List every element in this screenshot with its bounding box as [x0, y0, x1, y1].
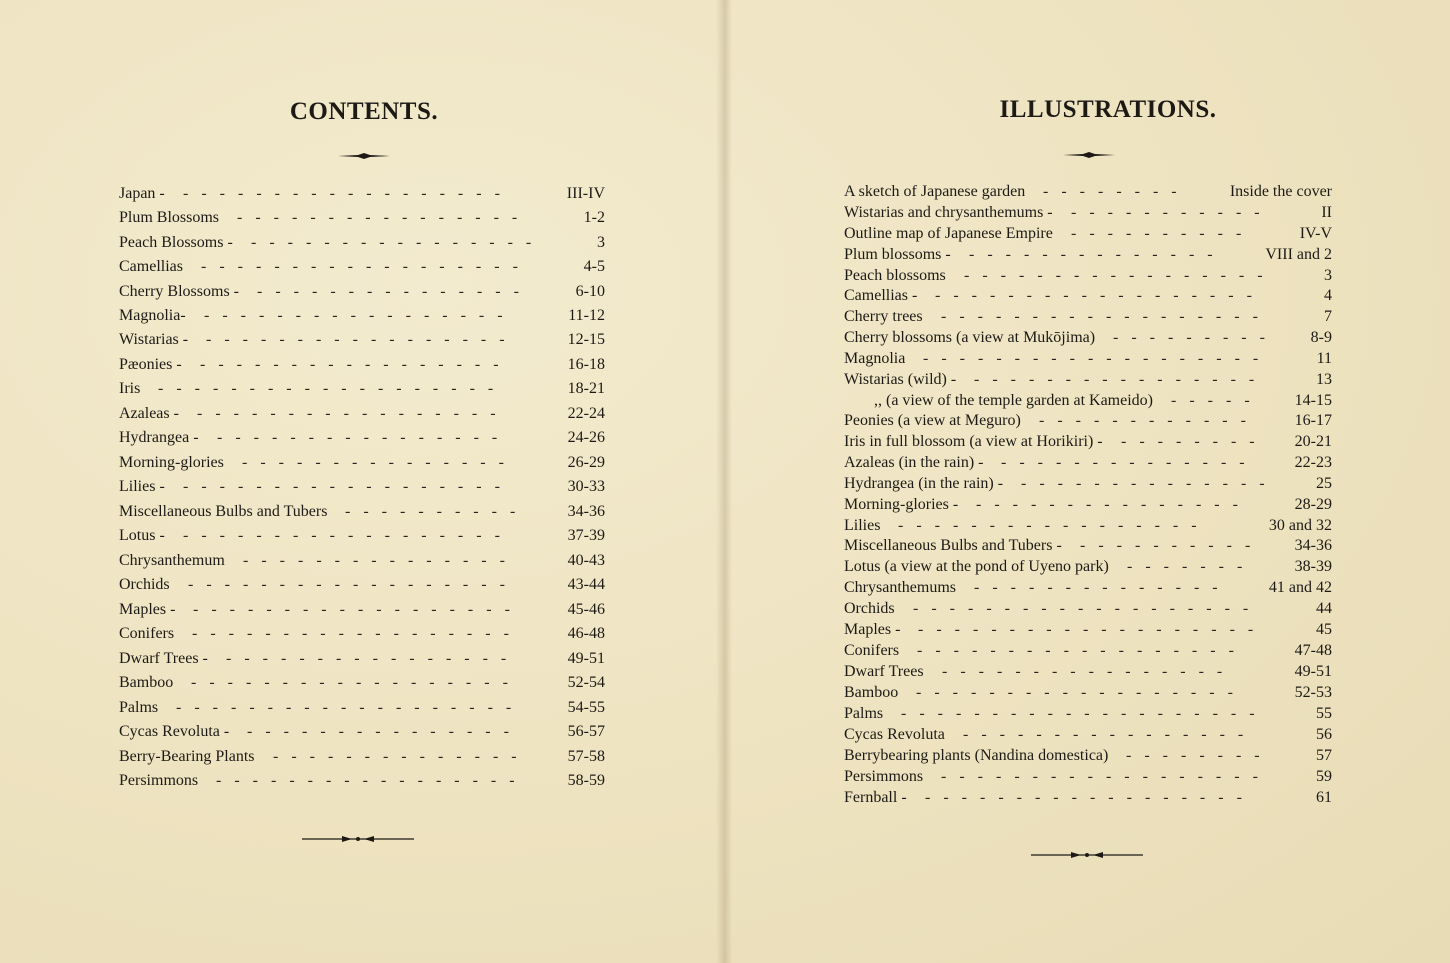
entry-pages: 12-15 — [567, 331, 605, 348]
entry-pages: 20-21 — [1294, 433, 1332, 450]
leader-dashes: ------------------ — [941, 768, 1271, 785]
entry-label: Persimmons — [119, 772, 199, 789]
entry-label: Plum blossoms - — [844, 246, 951, 263]
entry-pages: 22-23 — [1294, 454, 1332, 471]
entry-pages: 18-21 — [567, 380, 605, 397]
entry-label: Lilies — [844, 517, 881, 534]
leader-dashes: ----------- — [1071, 204, 1273, 221]
entry-label: Iris in full blossom (a view at Horikiri) - — [844, 433, 1103, 450]
entry-pages: 45 — [1316, 621, 1332, 638]
entry-label: Palms — [844, 705, 884, 722]
entry-label: Outline map of Japanese Empire — [844, 225, 1053, 242]
entry-label: Orchids — [119, 576, 170, 593]
entry-label: Wistarias - — [119, 331, 189, 348]
leader-dashes: ---------------- — [974, 371, 1268, 388]
contents-entry — [119, 256, 609, 278]
illustrations-entry — [844, 724, 1334, 746]
entry-label: Palms — [119, 699, 159, 716]
contents-entry — [119, 281, 609, 303]
entry-label: Maples - — [119, 601, 176, 618]
entry-pages: Inside the cover — [1229, 183, 1332, 200]
leader-dashes: ------------------- — [918, 621, 1267, 638]
entry-pages: III-IV — [566, 185, 605, 202]
entry-label: Morning-glories — [119, 454, 224, 471]
illustrations-entry — [844, 244, 1334, 266]
entry-label: Conifers — [844, 642, 900, 659]
entry-pages: 34-36 — [567, 503, 605, 520]
entry-label: Maples - — [844, 621, 901, 638]
entry-label: Magnolia — [844, 350, 906, 367]
contents-entry — [119, 623, 609, 645]
entry-label: Iris — [119, 380, 141, 397]
entry-pages: IV-V — [1299, 225, 1332, 242]
entry-label: Pæonies - — [119, 356, 182, 373]
entry-pages: II — [1321, 204, 1332, 221]
illustrations-entry — [844, 598, 1334, 620]
contents-heading: CONTENTS. — [289, 98, 439, 125]
contents-page — [0, 0, 720, 963]
illustrations-entry — [844, 745, 1334, 767]
entry-pages: 4-5 — [583, 258, 605, 275]
contents-entry — [119, 403, 609, 425]
entry-label: Plum Blossoms — [119, 209, 220, 226]
entry-label: Lilies - — [119, 478, 165, 495]
entry-label: Cherry trees — [844, 308, 923, 325]
leader-dashes: ---------------- — [226, 650, 520, 667]
entry-pages: 40-43 — [567, 552, 605, 569]
entry-pages: 13 — [1316, 371, 1332, 388]
entry-pages: VIII and 2 — [1265, 246, 1332, 263]
illustrations-entry — [844, 766, 1334, 788]
illustrations-entry — [844, 515, 1334, 537]
contents-entry — [119, 550, 609, 572]
contents-entry — [119, 354, 609, 376]
leader-dashes: --------- — [1113, 329, 1278, 346]
entry-pages: 6-10 — [575, 283, 605, 300]
leader-dashes: ------------------ — [192, 625, 522, 642]
ornamental-rule — [1063, 149, 1115, 161]
entry-label: Magnolia- — [119, 307, 186, 324]
leader-dashes: ---------------- — [237, 209, 531, 226]
leader-dashes: ----------------- — [200, 356, 512, 373]
entry-pages: 49-51 — [567, 650, 605, 667]
illustrations-entry — [844, 494, 1334, 516]
leader-dashes: ------------------ — [201, 258, 531, 275]
illustrations-entry — [844, 431, 1334, 453]
entry-label: Morning-glories - — [844, 496, 959, 513]
entry-label: Cherry blossoms (a view at Mukōjima) — [844, 329, 1096, 346]
entry-label: Cycas Revoluta — [844, 726, 945, 743]
entry-pages: 30 and 32 — [1268, 517, 1332, 534]
leader-dashes: -------------- — [1021, 475, 1278, 492]
illustrations-entry — [844, 661, 1334, 683]
entry-label: Wistarias (wild) - — [844, 371, 957, 388]
leader-dashes: -------- — [1043, 183, 1190, 200]
leader-dashes: ------------ — [1039, 412, 1259, 429]
entry-label: Persimmons — [844, 768, 924, 785]
leader-dashes: ------------------ — [916, 684, 1246, 701]
entry-pages: 57-58 — [567, 748, 605, 765]
entry-pages: 26-29 — [567, 454, 605, 471]
leader-dashes: --------------- — [243, 552, 518, 569]
leader-dashes: ---------------- — [942, 663, 1236, 680]
entry-pages: 3 — [1324, 267, 1332, 284]
leader-dashes: ------------------ — [183, 185, 513, 202]
entry-label: Japan - — [119, 185, 165, 202]
contents-entry — [119, 672, 609, 694]
leader-dashes: ----- — [1171, 392, 1263, 409]
leader-dashes: ------------------ — [941, 308, 1271, 325]
ornamental-end-rule — [302, 833, 414, 845]
leader-dashes: -------------- — [1001, 454, 1258, 471]
entry-pages: 28-29 — [1294, 496, 1332, 513]
entry-label: Peach blossoms — [844, 267, 946, 284]
contents-entry — [119, 770, 609, 792]
illustrations-entry — [844, 285, 1334, 307]
leader-dashes: ---------------- — [217, 429, 511, 446]
leader-dashes: -------- — [1121, 433, 1268, 450]
entry-pages: 47-48 — [1294, 642, 1332, 659]
entry-label: Dwarf Trees - — [119, 650, 208, 667]
entry-label: Azaleas (in the rain) - — [844, 454, 984, 471]
illustrations-entry — [844, 535, 1334, 557]
entry-label: Fernball - — [844, 789, 907, 806]
contents-entry — [119, 721, 609, 743]
contents-entry — [119, 329, 609, 351]
entry-label: Orchids — [844, 600, 895, 617]
illustrations-entry — [844, 181, 1334, 203]
illustrations-entry — [844, 306, 1334, 328]
contents-entry — [119, 305, 609, 327]
leader-dashes: ------------------ — [183, 478, 513, 495]
entry-label: Miscellaneous Bulbs and Tubers - — [844, 537, 1062, 554]
entry-pages: 3 — [597, 234, 605, 251]
contents-entry — [119, 232, 609, 254]
leader-dashes: -------- — [1126, 747, 1273, 764]
entry-pages: 56 — [1316, 726, 1332, 743]
illustrations-entry — [844, 556, 1334, 578]
entry-pages: 41 and 42 — [1268, 579, 1332, 596]
entry-label: A sketch of Japanese garden — [844, 183, 1026, 200]
entry-pages: 57 — [1316, 747, 1332, 764]
contents-entry — [119, 476, 609, 498]
entry-pages: 52-54 — [567, 674, 605, 691]
leader-dashes: ----------------- — [216, 772, 528, 789]
ornamental-rule — [338, 150, 390, 162]
leader-dashes: ------------------- — [923, 350, 1272, 367]
entry-pages: 52-53 — [1294, 684, 1332, 701]
entry-pages: 61 — [1316, 789, 1332, 806]
entry-label: Peach Blossoms - — [119, 234, 233, 251]
entry-pages: 14-15 — [1294, 392, 1332, 409]
entry-pages: 37-39 — [567, 527, 605, 544]
entry-pages: 38-39 — [1294, 558, 1332, 575]
entry-pages: 16-17 — [1294, 412, 1332, 429]
entry-pages: 45-46 — [567, 601, 605, 618]
illustrations-page — [728, 0, 1450, 963]
leader-dashes: ------------------ — [188, 576, 518, 593]
leader-dashes: ------------------- — [913, 600, 1262, 617]
entry-pages: 4 — [1324, 287, 1332, 304]
entry-pages: 25 — [1316, 475, 1332, 492]
leader-dashes: ------------------ — [183, 527, 513, 544]
illustrations-entry — [844, 202, 1334, 224]
illustrations-entry — [844, 327, 1334, 349]
leader-dashes: --------------- — [257, 283, 532, 300]
illustrations-entry — [844, 577, 1334, 599]
leader-dashes: ----------------- — [206, 331, 518, 348]
leader-dashes: ----------------- — [204, 307, 516, 324]
entry-pages: 24-26 — [567, 429, 605, 446]
leader-dashes: --------------- — [242, 454, 517, 471]
illustrations-entry — [844, 369, 1334, 391]
contents-entry — [119, 525, 609, 547]
illustrations-entry — [844, 390, 1334, 412]
leader-dashes: ----------------- — [898, 517, 1210, 534]
entry-label: Chrysanthemum — [119, 552, 225, 569]
entry-label: Peonies (a view at Meguro) — [844, 412, 1021, 429]
leader-dashes: ---------- — [1071, 225, 1255, 242]
leader-dashes: -------------------- — [901, 705, 1268, 722]
leader-dashes: ------------------ — [935, 287, 1265, 304]
entry-pages: 44 — [1316, 600, 1332, 617]
entry-pages: 8-9 — [1310, 329, 1332, 346]
illustrations-entry — [844, 703, 1334, 725]
entry-label: Bamboo — [119, 674, 174, 691]
contents-entry — [119, 599, 609, 621]
contents-entry — [119, 378, 609, 400]
entry-pages: 55 — [1316, 705, 1332, 722]
illustrations-entry — [844, 223, 1334, 245]
contents-entry — [119, 746, 609, 768]
entry-pages: 46-48 — [567, 625, 605, 642]
contents-entry — [119, 648, 609, 670]
illustrations-entry — [844, 619, 1334, 641]
entry-label: Lotus - — [119, 527, 165, 544]
entry-pages: 54-55 — [567, 699, 605, 716]
entry-pages: 58-59 — [567, 772, 605, 789]
entry-pages: 43-44 — [567, 576, 605, 593]
entry-pages: 22-24 — [567, 405, 605, 422]
illustrations-entry — [844, 452, 1334, 474]
entry-pages: 16-18 — [567, 356, 605, 373]
entry-pages: 7 — [1324, 308, 1332, 325]
leader-dashes: --------------- — [976, 496, 1251, 513]
entry-label: ,, (a view of the temple garden at Kameido) — [874, 392, 1153, 409]
contents-entry — [119, 574, 609, 596]
leader-dashes: ------------------- — [176, 699, 525, 716]
leader-dashes: ---------------- — [251, 234, 545, 251]
entry-label: Chrysanthemums — [844, 579, 956, 596]
leader-dashes: ---------- — [1080, 537, 1264, 554]
entry-pages: 11-12 — [568, 307, 605, 324]
entry-label: Lotus (a view at the pond of Uyeno park) — [844, 558, 1109, 575]
leader-dashes: ------------------- — [158, 380, 507, 397]
entry-label: Dwarf Trees — [844, 663, 924, 680]
leader-dashes: -------------- — [969, 246, 1226, 263]
entry-label: Camellias - — [844, 287, 918, 304]
entry-label: Camellias — [119, 258, 183, 275]
illustrations-entry — [844, 348, 1334, 370]
entry-pages: 49-51 — [1294, 663, 1332, 680]
leader-dashes: ---------------- — [963, 726, 1257, 743]
leader-dashes: ----------------- — [197, 405, 509, 422]
entry-label: Wistarias and chrysanthemums - — [844, 204, 1053, 221]
entry-label: Berrybearing plants (Nandina domestica) — [844, 747, 1109, 764]
entry-pages: 11 — [1316, 350, 1332, 367]
entry-label: Cherry Blossoms - — [119, 283, 239, 300]
entry-pages: 59 — [1316, 768, 1332, 785]
leader-dashes: ------- — [1127, 558, 1256, 575]
contents-entry — [119, 207, 609, 229]
contents-entry — [119, 697, 609, 719]
illustrations-entry — [844, 410, 1334, 432]
entry-pages: 34-36 — [1294, 537, 1332, 554]
leader-dashes: ------------------ — [925, 789, 1255, 806]
entry-label: Hydrangea - — [119, 429, 199, 446]
entry-pages: 30-33 — [567, 478, 605, 495]
entry-pages: 56-57 — [567, 723, 605, 740]
entry-label: Bamboo — [844, 684, 899, 701]
entry-label: Hydrangea (in the rain) - — [844, 475, 1004, 492]
leader-dashes: -------------- — [273, 748, 530, 765]
entry-label: Berry-Bearing Plants — [119, 748, 255, 765]
entry-pages: 1-2 — [583, 209, 605, 226]
contents-entry — [119, 427, 609, 449]
contents-entry — [119, 452, 609, 474]
entry-label: Cycas Revoluta - — [119, 723, 230, 740]
illustrations-entry — [844, 265, 1334, 287]
ornamental-end-rule — [1031, 849, 1143, 861]
contents-entry — [119, 501, 609, 523]
leader-dashes: ------------------ — [193, 601, 523, 618]
illustrations-entry — [844, 787, 1334, 809]
entry-label: Miscellaneous Bulbs and Tubers — [119, 503, 328, 520]
illustrations-entry — [844, 640, 1334, 662]
leader-dashes: ----------------- — [964, 267, 1276, 284]
entry-label: Conifers — [119, 625, 175, 642]
leader-dashes: ---------- — [345, 503, 529, 520]
leader-dashes: ------------------ — [917, 642, 1247, 659]
leader-dashes: ------------------ — [191, 674, 521, 691]
illustrations-entry — [844, 473, 1334, 495]
illustrations-entry — [844, 682, 1334, 704]
illustrations-heading: ILLUSTRATIONS. — [999, 96, 1217, 123]
entry-label: Azaleas - — [119, 405, 179, 422]
leader-dashes: -------------- — [974, 579, 1231, 596]
contents-entry — [119, 183, 609, 205]
leader-dashes: --------------- — [247, 723, 522, 740]
